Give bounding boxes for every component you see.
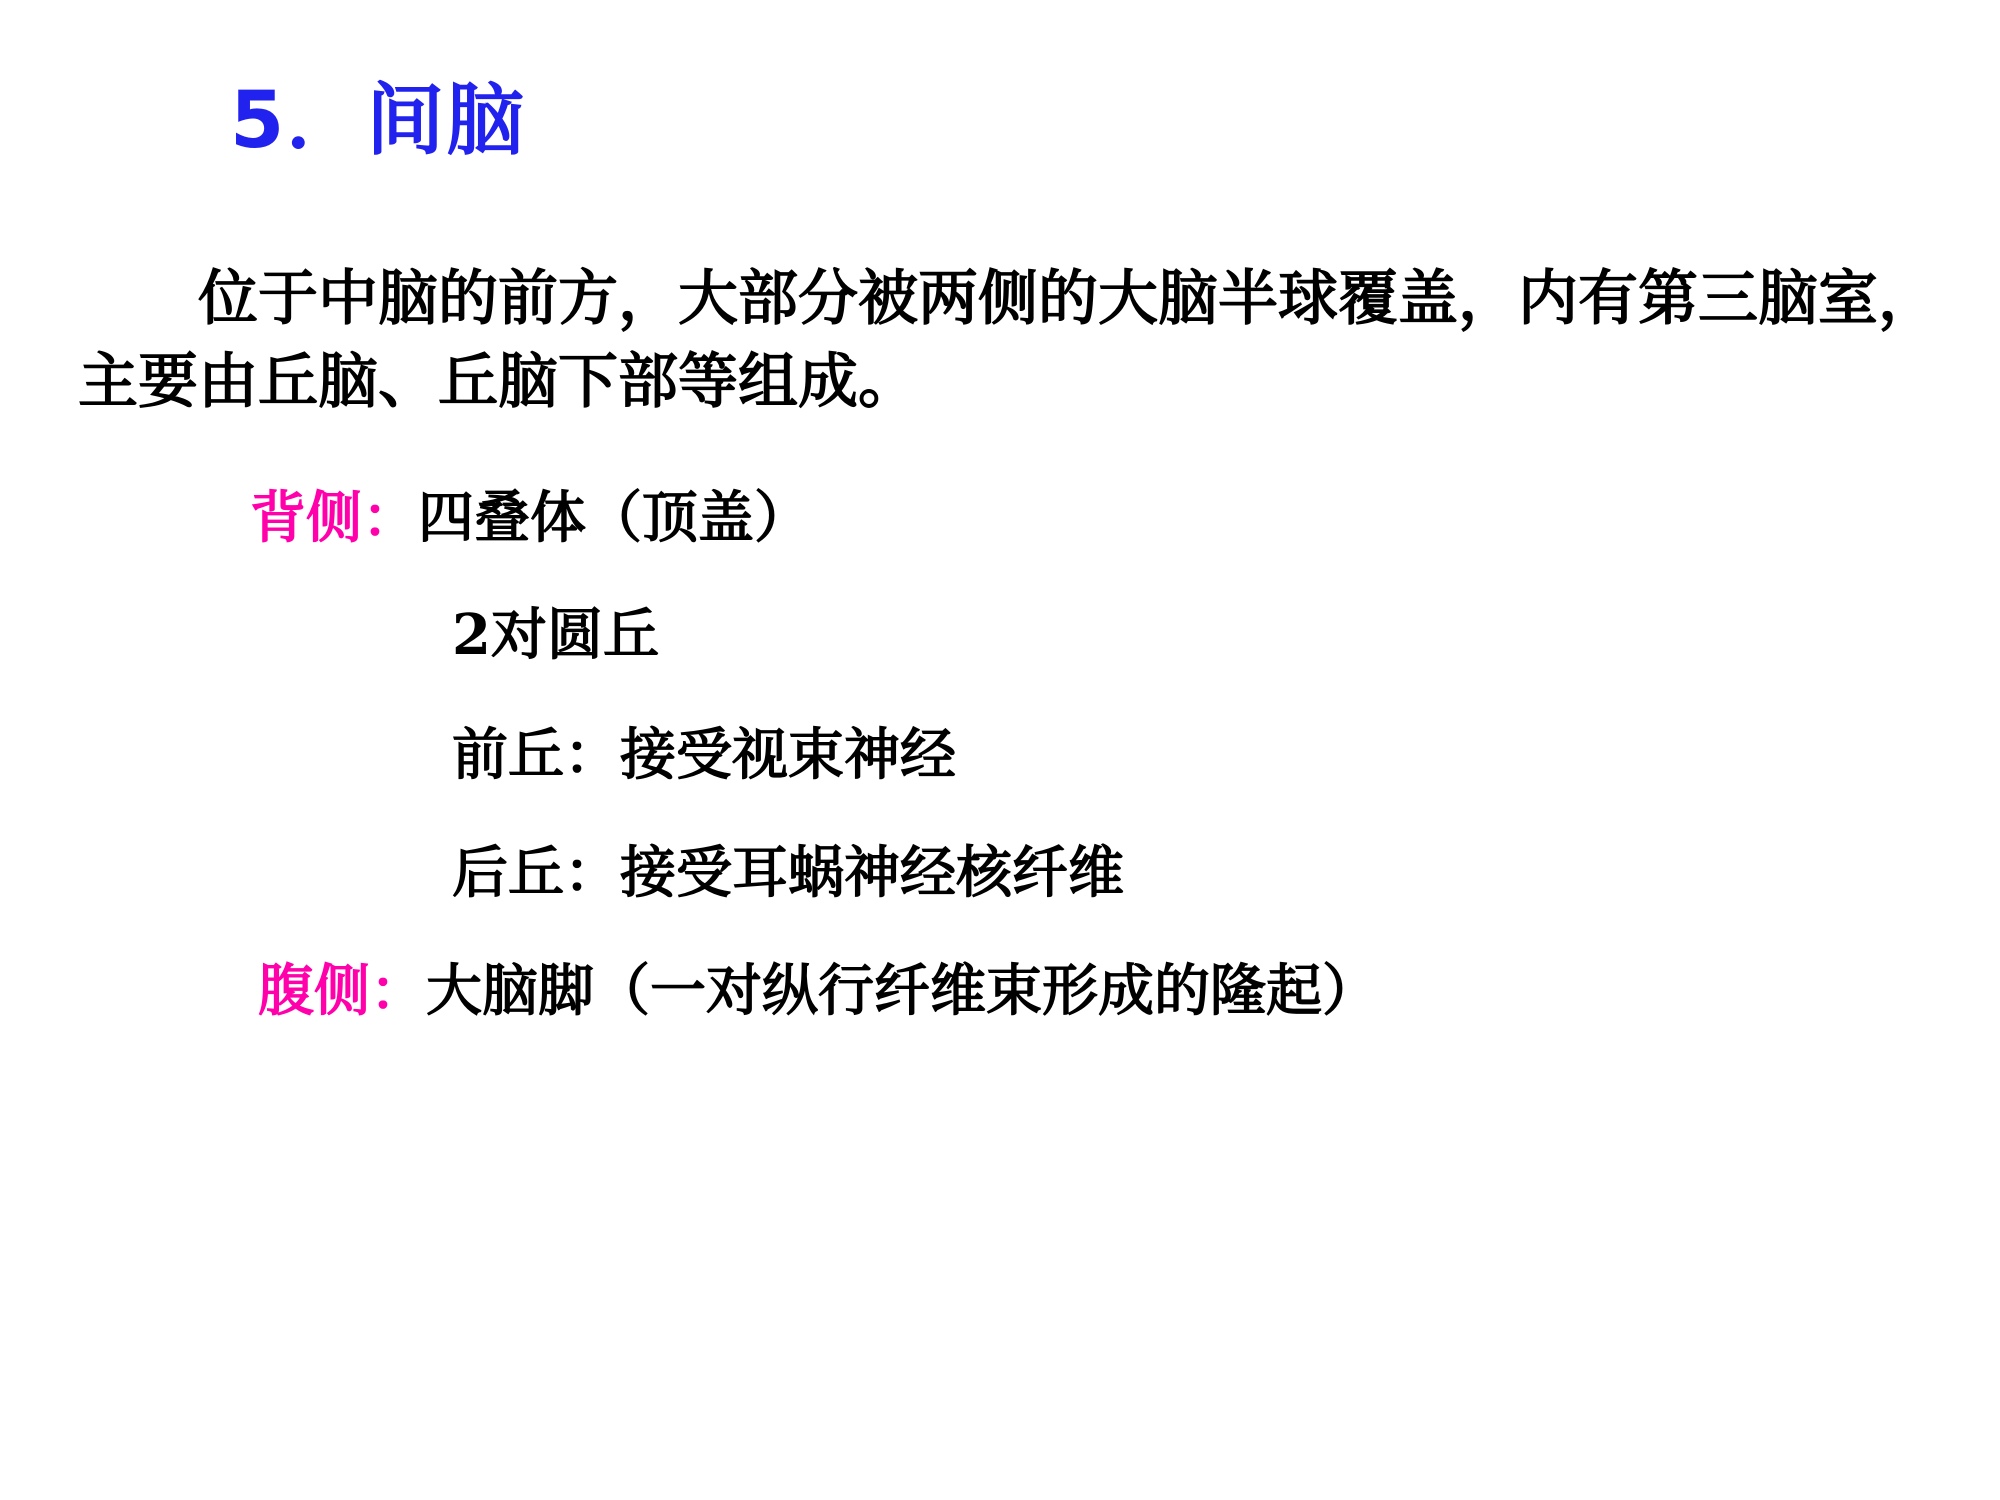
list-item [452, 840, 1124, 906]
dorsal-label: 背侧： [250, 485, 418, 551]
intro-paragraph: 位于中脑的前方，大部分被两侧的大脑半球覆盖，内有第三脑室，主要由丘脑、丘脑下部等组成。 [78, 264, 1938, 417]
list-item [452, 722, 956, 788]
list-item [452, 602, 659, 668]
dorsal-text: 四叠体（顶盖） [418, 485, 810, 551]
list-item [250, 485, 810, 551]
page-title: 5．间脑 [230, 76, 527, 166]
anterior-colliculus-text: 前丘：接受视束神经 [452, 722, 956, 788]
posterior-colliculus-text: 后丘：接受耳蜗神经核纤维 [452, 840, 1124, 906]
list-item [258, 958, 1378, 1024]
ventral-text: 大脑脚（一对纵行纤维束形成的隆起） [426, 958, 1378, 1024]
two-colliculi-text: 2对圆丘 [452, 602, 659, 668]
ventral-label: 腹侧： [258, 958, 426, 1024]
